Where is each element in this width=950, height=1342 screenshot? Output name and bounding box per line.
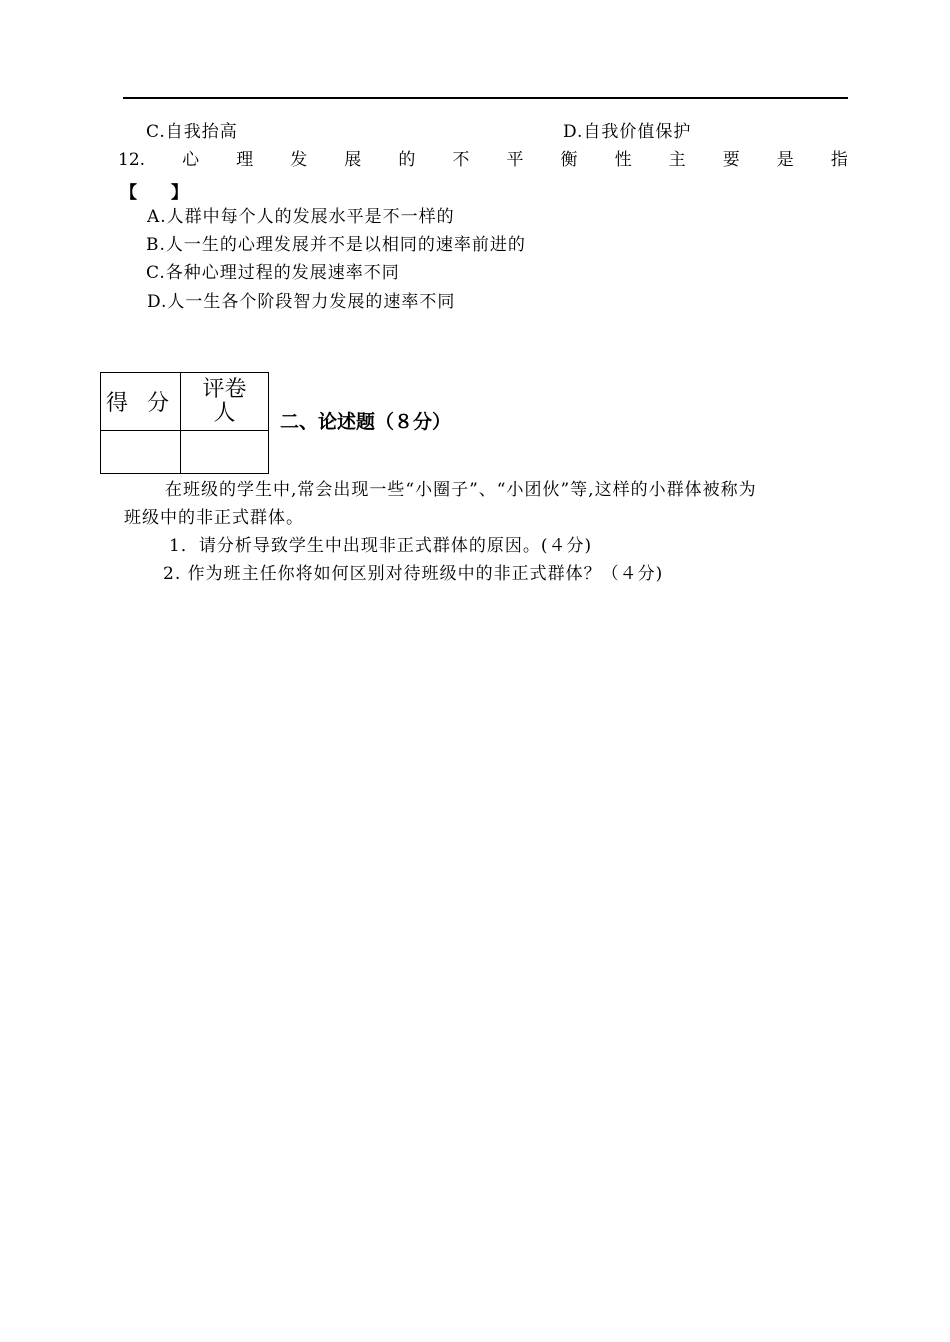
- option-d: D.人一生各个阶段智力发展的速率不同: [147, 292, 456, 312]
- stem-char: 的: [398, 150, 416, 170]
- stem-char: 要: [722, 150, 740, 170]
- score-table: [100, 372, 269, 474]
- option-d-prev: D.自我价值保护: [563, 122, 692, 142]
- score-header: [101, 373, 181, 431]
- score-label: 得 分: [106, 391, 175, 416]
- stem-char: 主: [668, 150, 686, 170]
- header-rule: [123, 97, 848, 99]
- question-1: 1．请分析导致学生中出现非正式群体的原因。(４分): [169, 536, 593, 556]
- stem-char: 发: [290, 150, 308, 170]
- stem-char: 展: [344, 150, 362, 170]
- stem-char: 12.: [118, 150, 146, 170]
- option-c-prev: C.自我抬高: [146, 122, 238, 142]
- intro-line-1: 在班级的学生中,常会出现一些“小圈子”、“小团伙”等,这样的小群体被称为: [165, 480, 757, 500]
- grader-label-line2: 人: [213, 400, 236, 426]
- stem-char: 平: [506, 150, 524, 170]
- stem-char: 性: [614, 150, 632, 170]
- section-title: 二、论述题（８分）: [280, 411, 452, 433]
- option-a: A.人群中每个人的发展水平是不一样的: [147, 207, 455, 227]
- grader-cell[interactable]: [181, 431, 269, 474]
- option-c: C.各种心理过程的发展速率不同: [146, 263, 400, 283]
- grader-header: [181, 373, 269, 431]
- question-12-stem: [118, 150, 848, 170]
- grader-label-line1: 评卷: [202, 376, 247, 402]
- intro-line-2: 班级中的非正式群体。: [124, 508, 304, 528]
- stem-char: 不: [452, 150, 470, 170]
- question-2: 2. 作为班主任你将如何区别对待班级中的非正式群体？（４分): [163, 564, 664, 584]
- stem-char: 衡: [560, 150, 578, 170]
- score-cell[interactable]: [101, 431, 181, 474]
- option-b: B.人一生的心理发展并不是以相同的速率前进的: [146, 235, 526, 255]
- answer-bracket: 【 】: [120, 183, 188, 203]
- stem-char: 理: [236, 150, 254, 170]
- stem-char: 指: [830, 150, 848, 170]
- stem-char: 心: [182, 150, 200, 170]
- stem-char: 是: [776, 150, 794, 170]
